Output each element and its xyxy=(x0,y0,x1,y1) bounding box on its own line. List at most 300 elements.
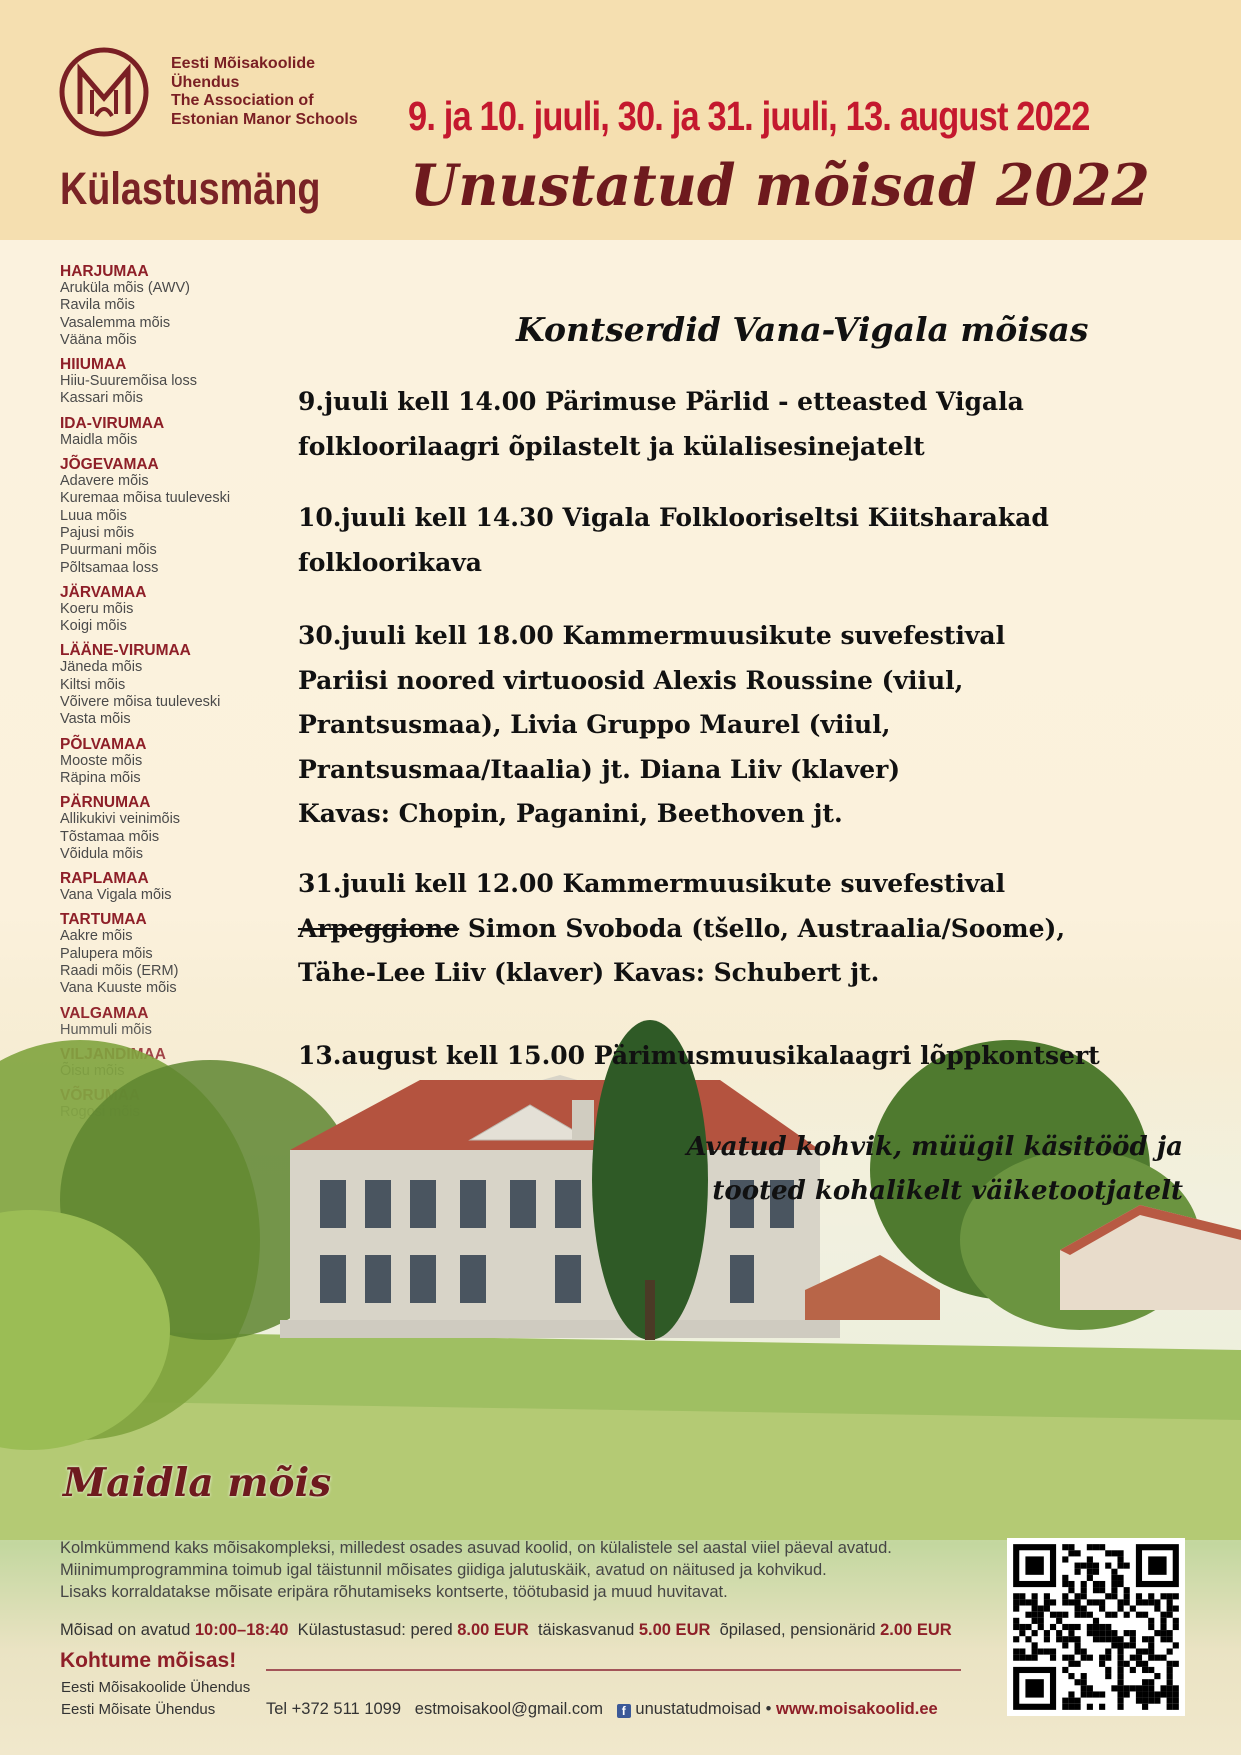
qr-module xyxy=(1124,1685,1130,1691)
qr-module xyxy=(1117,1636,1123,1642)
hours-label: Mõisad on avatud xyxy=(60,1621,191,1639)
qr-module xyxy=(1173,1606,1179,1612)
manor-list xyxy=(60,263,300,1129)
qr-module xyxy=(1105,1648,1111,1654)
qr-module xyxy=(1075,1606,1081,1612)
qr-module xyxy=(1167,1648,1173,1654)
facebook-icon: f xyxy=(617,1704,631,1718)
event-line: folkloorikava xyxy=(298,547,483,577)
qr-module xyxy=(1081,1606,1087,1612)
qr-module xyxy=(1062,1642,1068,1648)
qr-module xyxy=(1068,1630,1074,1636)
qr-module xyxy=(1099,1544,1105,1550)
qr-module xyxy=(1050,1612,1056,1618)
qr-finder xyxy=(1025,1556,1043,1574)
qr-module xyxy=(1068,1544,1074,1550)
qr-module xyxy=(1136,1698,1142,1704)
qr-module xyxy=(1081,1563,1087,1569)
qr-module xyxy=(1081,1691,1087,1697)
region-group xyxy=(60,456,300,577)
region-name: HARJUMAA xyxy=(60,263,149,280)
manor-item: Võivere mõisa tuuleveski xyxy=(60,694,221,711)
qr-module xyxy=(1148,1679,1154,1685)
qr-module xyxy=(1062,1704,1068,1710)
qr-module xyxy=(1136,1612,1142,1618)
qr-module xyxy=(1154,1691,1160,1697)
divider xyxy=(266,1669,961,1671)
qr-module xyxy=(1013,1618,1019,1624)
qr-module xyxy=(1117,1698,1123,1704)
manor-item: Jäneda mõis xyxy=(60,659,143,676)
qr-module xyxy=(1117,1691,1123,1697)
qr-module xyxy=(1081,1612,1087,1618)
qr-module xyxy=(1019,1655,1025,1661)
cafe-line: Avatud kohvik, müügil käsitööd ja xyxy=(686,1132,1183,1162)
event-line: 10.juuli kell 14.30 Vigala Folklooriseltsi Kiitsharakad xyxy=(298,503,1049,532)
qr-module xyxy=(1173,1624,1179,1630)
qr-module xyxy=(1093,1691,1099,1697)
event-line: 13.august kell 15.00 Pärimusmuusikalaagri lõppkontsert xyxy=(298,1041,1100,1070)
qr-module xyxy=(1167,1599,1173,1605)
contacts: Tel +372 511 1099 estmoisakool@gmail.com f unustatudmoisad • www.moisakoolid.ee xyxy=(266,1700,938,1718)
qr-module xyxy=(1093,1563,1099,1569)
qr-module xyxy=(1044,1606,1050,1612)
qr-module xyxy=(1099,1599,1105,1605)
qr-module xyxy=(1081,1587,1087,1593)
qr-module xyxy=(1087,1575,1093,1581)
qr-module xyxy=(1068,1587,1074,1593)
qr-module xyxy=(1044,1648,1050,1654)
manor-item: Koigi mõis xyxy=(60,618,127,635)
qr-module xyxy=(1025,1624,1031,1630)
fee-students: 2.00 EUR xyxy=(880,1621,952,1639)
qr-module xyxy=(1124,1630,1130,1636)
qr-module xyxy=(1068,1550,1074,1556)
qr-module xyxy=(1099,1636,1105,1642)
manor-item: Pajusi mõis xyxy=(60,524,135,541)
qr-module xyxy=(1124,1661,1130,1667)
qr-module xyxy=(1099,1691,1105,1697)
qr-module xyxy=(1148,1691,1154,1697)
qr-module xyxy=(1062,1593,1068,1599)
qr-module xyxy=(1050,1655,1056,1661)
qr-module xyxy=(1117,1550,1123,1556)
qr-module xyxy=(1105,1593,1111,1599)
qr-module xyxy=(1148,1624,1154,1630)
qr-module xyxy=(1075,1636,1081,1642)
qr-module xyxy=(1105,1624,1111,1630)
qr-module xyxy=(1105,1636,1111,1642)
manor-item: Maidla mõis xyxy=(60,431,138,448)
qr-module xyxy=(1093,1618,1099,1624)
qr-module xyxy=(1167,1636,1173,1642)
event-line: folkloorilaagri õpilastelt ja külalisesinejatelt xyxy=(298,431,925,461)
manor-item: Allikukivi veinimõis xyxy=(60,811,181,828)
qr-module xyxy=(1068,1636,1074,1642)
manor-item: Puurmani mõis xyxy=(60,542,157,559)
qr-module xyxy=(1044,1636,1050,1642)
main-title: Unustatud mõisad 2022 xyxy=(410,152,1150,219)
qr-module xyxy=(1117,1655,1123,1661)
manor-item: Ravila mõis xyxy=(60,297,135,314)
qr-module xyxy=(1148,1636,1154,1642)
organizers xyxy=(61,1677,250,1721)
qr-module xyxy=(1025,1636,1031,1642)
qr-module xyxy=(1062,1698,1068,1704)
qr-module xyxy=(1044,1593,1050,1599)
qr-module xyxy=(1136,1691,1142,1697)
qr-module xyxy=(1167,1704,1173,1710)
qr-module xyxy=(1099,1624,1105,1630)
qr-module xyxy=(1142,1704,1148,1710)
region-group xyxy=(60,415,300,449)
email-link[interactable]: estmoisakool@gmail.com xyxy=(414,1700,604,1718)
qr-module xyxy=(1087,1599,1093,1605)
qr-module xyxy=(1173,1691,1179,1697)
qr-module xyxy=(1105,1630,1111,1636)
qr-module xyxy=(1099,1655,1105,1661)
qr-module xyxy=(1160,1593,1166,1599)
qr-module xyxy=(1075,1698,1081,1704)
qr-module xyxy=(1111,1630,1117,1636)
qr-module xyxy=(1050,1599,1056,1605)
event-line: Prantsusmaa), Livia Gruppo Maurel (viiul, xyxy=(298,710,891,739)
qr-module xyxy=(1173,1661,1179,1667)
qr-module xyxy=(1167,1691,1173,1697)
qr-module xyxy=(1111,1581,1117,1587)
manor-item: Palupera mõis xyxy=(60,945,153,962)
qr-module xyxy=(1111,1636,1117,1642)
qr-module xyxy=(1148,1599,1154,1605)
qr-module xyxy=(1167,1630,1173,1636)
qr-module xyxy=(1117,1642,1123,1648)
qr-module xyxy=(1105,1673,1111,1679)
qr-module xyxy=(1068,1624,1074,1630)
qr-module xyxy=(1130,1642,1136,1648)
qr-module xyxy=(1062,1556,1068,1562)
qr-module xyxy=(1075,1612,1081,1618)
event-dates: 9. ja 10. juuli, 30. ja 31. juuli, 13. august 2022 xyxy=(408,93,1090,139)
qr-module xyxy=(1160,1618,1166,1624)
qr-module xyxy=(1081,1679,1087,1685)
manor-photo xyxy=(0,1000,1241,1540)
event-line: Tähe-Lee Liiv (klaver) Kavas: Schubert jt. xyxy=(298,958,880,987)
qr-module xyxy=(1068,1698,1074,1704)
qr-module xyxy=(1160,1624,1166,1630)
qr-module xyxy=(1111,1575,1117,1581)
qr-module xyxy=(1117,1563,1123,1569)
qr-module xyxy=(1075,1563,1081,1569)
qr-module xyxy=(1111,1569,1117,1575)
qr-module xyxy=(1136,1593,1142,1599)
qr-module xyxy=(1136,1655,1142,1661)
event-line: 30.juuli kell 18.00 Kammermuusikute suvefestival xyxy=(298,621,1006,650)
association-line: Eesti Mõisakoolide xyxy=(171,55,316,72)
qr-module xyxy=(1025,1655,1031,1661)
event-line: 31.juuli kell 12.00 Kammermuusikute suvefestival xyxy=(298,869,1006,898)
qr-code[interactable] xyxy=(1007,1538,1185,1716)
qr-module xyxy=(1093,1599,1099,1605)
manor-item: Tõstamaa mõis xyxy=(60,828,160,845)
qr-module xyxy=(1050,1624,1056,1630)
qr-module xyxy=(1173,1704,1179,1710)
manor-schools-logo xyxy=(58,46,150,138)
qr-module xyxy=(1099,1630,1105,1636)
qr-module xyxy=(1093,1630,1099,1636)
qr-module xyxy=(1075,1599,1081,1605)
qr-module xyxy=(1093,1544,1099,1550)
qr-module xyxy=(1075,1661,1081,1667)
qr-module xyxy=(1167,1593,1173,1599)
qr-module xyxy=(1105,1612,1111,1618)
qr-module xyxy=(1093,1624,1099,1630)
qr-module xyxy=(1111,1593,1117,1599)
qr-module xyxy=(1062,1581,1068,1587)
concert-event xyxy=(298,496,1049,585)
qr-module xyxy=(1160,1630,1166,1636)
qr-module xyxy=(1148,1618,1154,1624)
manor-item: Vääna mõis xyxy=(60,331,137,348)
qr-module xyxy=(1081,1655,1087,1661)
qr-module xyxy=(1142,1599,1148,1605)
qr-module xyxy=(1099,1606,1105,1612)
region-group xyxy=(60,911,300,997)
qr-module xyxy=(1075,1550,1081,1556)
event-line: Pariisi noored virtuoosid Alexis Roussine (viiul, xyxy=(298,665,964,695)
qr-module xyxy=(1173,1685,1179,1691)
qr-module xyxy=(1167,1679,1173,1685)
qr-module xyxy=(1105,1563,1111,1569)
qr-module xyxy=(1124,1691,1130,1697)
association-name xyxy=(171,55,358,129)
qr-module xyxy=(1038,1624,1044,1630)
game-label: Külastusmäng xyxy=(60,163,321,214)
qr-module xyxy=(1117,1685,1123,1691)
qr-module xyxy=(1124,1563,1130,1569)
qr-finder xyxy=(1025,1679,1043,1697)
qr-module xyxy=(1117,1704,1123,1710)
qr-module xyxy=(1142,1691,1148,1697)
manor-item: Hiiu-Suuremõisa loss xyxy=(60,373,197,390)
qr-module xyxy=(1087,1630,1093,1636)
qr-module xyxy=(1142,1698,1148,1704)
qr-module xyxy=(1105,1667,1111,1673)
region-group xyxy=(60,584,300,636)
qr-module xyxy=(1019,1599,1025,1605)
qr-module xyxy=(1087,1691,1093,1697)
qr-module xyxy=(1130,1655,1136,1661)
qr-module xyxy=(1075,1679,1081,1685)
qr-module xyxy=(1173,1593,1179,1599)
qr-module xyxy=(1130,1667,1136,1673)
qr-module xyxy=(1160,1636,1166,1642)
qr-module xyxy=(1032,1618,1038,1624)
qr-module xyxy=(1130,1606,1136,1612)
qr-module xyxy=(1081,1685,1087,1691)
qr-module xyxy=(1075,1624,1081,1630)
qr-module xyxy=(1160,1655,1166,1661)
region-group xyxy=(60,794,300,863)
qr-module xyxy=(1056,1636,1062,1642)
qr-module xyxy=(1087,1569,1093,1575)
qr-module xyxy=(1032,1642,1038,1648)
qr-module xyxy=(1075,1642,1081,1648)
website-link[interactable]: www.moisakoolid.ee xyxy=(776,1700,938,1718)
qr-module xyxy=(1013,1606,1019,1612)
qr-module xyxy=(1019,1593,1025,1599)
qr-module xyxy=(1068,1704,1074,1710)
fee-adults-label: täiskasvanud xyxy=(537,1621,635,1639)
qr-module xyxy=(1013,1636,1019,1642)
qr-module xyxy=(1142,1667,1148,1673)
qr-module xyxy=(1124,1587,1130,1593)
qr-module xyxy=(1136,1599,1142,1605)
qr-module xyxy=(1142,1612,1148,1618)
manor-item: Mooste mõis xyxy=(60,752,143,769)
qr-module xyxy=(1032,1599,1038,1605)
qr-module xyxy=(1062,1544,1068,1550)
opening-hours-and-fees xyxy=(60,1621,952,1640)
qr-module xyxy=(1111,1587,1117,1593)
qr-module xyxy=(1032,1655,1038,1661)
qr-module xyxy=(1142,1679,1148,1685)
event-line: Kavas: Chopin, Paganini, Beethoven jt. xyxy=(298,799,843,828)
concerts-title: Kontserdid Vana-Vigala mõisas xyxy=(516,310,1089,349)
qr-module xyxy=(1068,1581,1074,1587)
qr-module xyxy=(1111,1642,1117,1648)
qr-module xyxy=(1124,1612,1130,1618)
manor-item: Vana Kuuste mõis xyxy=(60,980,177,997)
qr-module xyxy=(1117,1599,1123,1605)
qr-module xyxy=(1038,1618,1044,1624)
qr-module xyxy=(1062,1575,1068,1581)
qr-module xyxy=(1087,1704,1093,1710)
info-line: Lisaks korraldatakse mõisate eripära rõhutamiseks kontserte, töötubasid ja muud huvitavat. xyxy=(60,1583,728,1601)
event-line xyxy=(298,907,1065,952)
manor-item: Põltsamaa loss xyxy=(60,559,159,576)
qr-module xyxy=(1062,1624,1068,1630)
qr-module xyxy=(1117,1673,1123,1679)
region-name: PÄRNUMAA xyxy=(60,794,151,812)
info-line: Kolmkümmend kaks mõisakompleksi, milledest osades asuvad koolid, on külalistele sel aastal viiel päeval avatud. xyxy=(60,1539,892,1557)
fee-adults: 5.00 EUR xyxy=(638,1621,711,1639)
qr-module xyxy=(1038,1648,1044,1654)
qr-module xyxy=(1056,1618,1062,1624)
qr-module xyxy=(1167,1606,1173,1612)
qr-module xyxy=(1087,1556,1093,1562)
fee-students-label: õpilased, pensionärid xyxy=(719,1621,876,1639)
qr-module xyxy=(1142,1685,1148,1691)
concert-event xyxy=(298,862,1065,996)
qr-module xyxy=(1056,1612,1062,1618)
qr-module xyxy=(1154,1606,1160,1612)
qr-module xyxy=(1173,1698,1179,1704)
fee-families-label: pered xyxy=(410,1621,453,1639)
region-name: HIIUMAA xyxy=(60,356,127,374)
qr-module xyxy=(1062,1667,1068,1673)
manor-item: Vasalemma mõis xyxy=(60,314,171,331)
qr-module xyxy=(1075,1648,1081,1654)
association-line: Ühendus xyxy=(171,73,240,91)
qr-module xyxy=(1075,1704,1081,1710)
qr-module xyxy=(1025,1599,1031,1605)
manor-item: Kuremaa mõisa tuuleveski xyxy=(60,490,231,507)
qr-module xyxy=(1081,1673,1087,1679)
qr-module xyxy=(1154,1630,1160,1636)
qr-module xyxy=(1087,1563,1093,1569)
qr-module xyxy=(1038,1612,1044,1618)
qr-module xyxy=(1167,1661,1173,1667)
qr-module xyxy=(1117,1606,1123,1612)
region-group xyxy=(60,356,300,408)
photo-caption: Maidla mõis xyxy=(63,1460,332,1506)
qr-module xyxy=(1081,1581,1087,1587)
qr-module xyxy=(1154,1673,1160,1679)
qr-module xyxy=(1167,1685,1173,1691)
manor-item: Adavere mõis xyxy=(60,473,149,490)
qr-module xyxy=(1148,1685,1154,1691)
qr-module xyxy=(1068,1661,1074,1667)
qr-module xyxy=(1136,1661,1142,1667)
qr-module xyxy=(1068,1655,1074,1661)
fees-label: Külastustasud: xyxy=(297,1621,406,1639)
qr-module xyxy=(1148,1642,1154,1648)
info-line: Miinimumprogrammina toimub igal täistunnil mõisates giidiga jalutuskäik, avatud on näitused ja kohvikud. xyxy=(60,1561,827,1579)
facebook-link[interactable]: unustatudmoisad xyxy=(635,1700,762,1718)
qr-module xyxy=(1124,1642,1130,1648)
organizer: Eesti Mõisate Ühendus xyxy=(61,1701,216,1718)
qr-module xyxy=(1093,1636,1099,1642)
qr-module xyxy=(1032,1648,1038,1654)
qr-module xyxy=(1130,1630,1136,1636)
qr-module xyxy=(1087,1612,1093,1618)
region-name: LÄÄNE-VIRUMAA xyxy=(60,642,191,660)
qr-module xyxy=(1117,1648,1123,1654)
region-group xyxy=(60,263,300,349)
qr-module xyxy=(1032,1606,1038,1612)
qr-module xyxy=(1124,1593,1130,1599)
qr-module xyxy=(1013,1655,1019,1661)
qr-module xyxy=(1154,1599,1160,1605)
qr-module xyxy=(1142,1648,1148,1654)
qr-module xyxy=(1117,1667,1123,1673)
event-line-rest: Simon Svoboda (tšello, Austraalia/Soome), xyxy=(459,913,1066,943)
cafe-line: tooted kohalikelt väiketootjatelt xyxy=(712,1176,1183,1206)
qr-module xyxy=(1148,1698,1154,1704)
qr-module xyxy=(1099,1704,1105,1710)
qr-module xyxy=(1148,1655,1154,1661)
qr-module xyxy=(1050,1648,1056,1654)
qr-module xyxy=(1044,1630,1050,1636)
region-name: TARTUMAA xyxy=(60,911,147,929)
qr-module xyxy=(1044,1599,1050,1605)
qr-module xyxy=(1081,1593,1087,1599)
qr-module xyxy=(1013,1599,1019,1605)
manor-item: Aakre mõis xyxy=(60,928,133,945)
qr-module xyxy=(1142,1661,1148,1667)
hours-value: 10:00–18:40 xyxy=(194,1621,289,1639)
qr-module xyxy=(1136,1685,1142,1691)
qr-module xyxy=(1173,1618,1179,1624)
qr-module xyxy=(1099,1661,1105,1667)
qr-module xyxy=(1124,1599,1130,1605)
qr-module xyxy=(1025,1612,1031,1618)
qr-module xyxy=(1032,1593,1038,1599)
qr-module xyxy=(1099,1587,1105,1593)
qr-module xyxy=(1167,1698,1173,1704)
event-line: Prantsusmaa/Itaalia) jt. Diana Liiv (klaver) xyxy=(298,754,901,784)
region-name: IDA-VIRUMAA xyxy=(60,414,165,432)
